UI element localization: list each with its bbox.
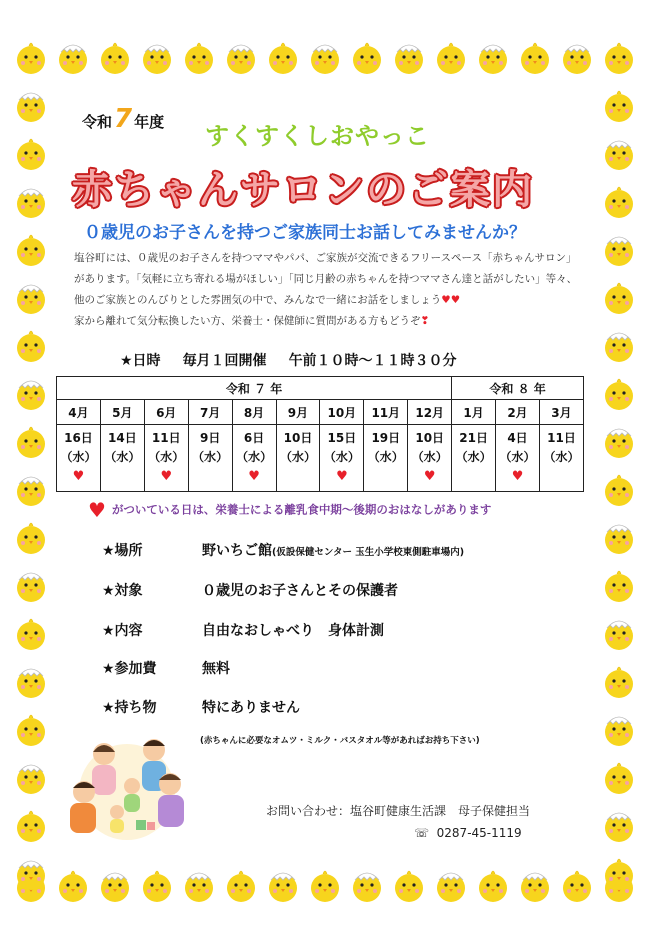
schedule-month: 12月 <box>408 400 452 425</box>
heart-icon: ♥ <box>88 498 106 522</box>
schedule-weekday: （水） <box>104 450 141 464</box>
chick-in-shell-icon <box>14 854 48 892</box>
schedule-day: 15日 <box>327 431 357 445</box>
heart-icon: ♥ <box>72 469 85 484</box>
schedule-weekday: （水） <box>411 450 448 464</box>
schedule-day: 4日 <box>507 431 528 445</box>
schedule-month: 2月 <box>496 400 540 425</box>
schedule-weekday: （水） <box>192 450 229 464</box>
bring-value: 特にありません <box>202 700 300 716</box>
datetime-label: ★日時 <box>120 353 161 369</box>
chick-in-shell-icon <box>182 866 216 904</box>
chick-icon <box>602 566 636 604</box>
chick-in-shell-icon <box>308 38 342 76</box>
family-illustration <box>62 732 192 842</box>
schedule-day-cell <box>320 425 364 492</box>
intro-paragraph <box>74 248 586 332</box>
chick-in-shell-icon <box>602 806 636 844</box>
schedule-day-cell <box>232 425 276 492</box>
contact-block <box>266 800 530 844</box>
chick-icon <box>602 470 636 508</box>
datetime-time: 午前１０時～１１時３０分 <box>288 353 457 369</box>
chick-in-shell-icon <box>14 86 48 124</box>
schedule-weekday: （水） <box>499 450 536 464</box>
chick-in-shell-icon <box>602 326 636 364</box>
phone-number: 0287-45-1119 <box>436 826 522 840</box>
schedule-day-cell <box>539 425 583 492</box>
chick-in-shell-icon <box>602 518 636 556</box>
schedule-day-cell <box>57 425 101 492</box>
place-note: (仮設保健センター 玉生小学校東側駐車場内) <box>272 547 465 558</box>
chick-icon <box>14 326 48 364</box>
chick-icon <box>14 38 48 76</box>
page-title: 赤ちゃんサロンのご案内 <box>72 167 534 213</box>
heart-icon: ♥♥ <box>441 294 461 306</box>
chick-in-shell-icon <box>14 278 48 316</box>
chick-icon <box>602 38 636 76</box>
datetime-line <box>120 350 479 370</box>
schedule-weekday: （水） <box>236 450 273 464</box>
datetime-frequency: 毎月１回開催 <box>182 353 267 369</box>
schedule-day-cell <box>408 425 452 492</box>
chick-in-shell-icon <box>602 230 636 268</box>
schedule-day: 11日 <box>151 431 181 445</box>
chick-icon <box>560 866 594 904</box>
schedule-weekday: （水） <box>60 450 97 464</box>
era-suffix: 年度 <box>134 113 165 131</box>
schedule-day-cell <box>496 425 540 492</box>
chick-icon <box>308 866 342 904</box>
schedule-day: 10日 <box>283 431 313 445</box>
chick-in-shell-icon <box>14 662 48 700</box>
chick-icon <box>602 662 636 700</box>
heart-note-text: がついている日は、栄養士による離乳食中期～後期のおはなしがあります <box>111 502 492 517</box>
target-value: ０歳児のお子さんとその保護者 <box>202 583 398 599</box>
chick-in-shell-icon <box>14 374 48 412</box>
schedule-month: 9月 <box>276 400 320 425</box>
chick-icon <box>350 38 384 76</box>
heart-note <box>88 498 491 522</box>
schedule-day: 14日 <box>108 431 137 445</box>
chick-in-shell-icon <box>392 38 426 76</box>
schedule-day: 19日 <box>371 431 401 445</box>
intro-text-2: 家から離れて気分転換したい方、栄養士・保健師に質問がある方もどうぞ <box>74 315 421 327</box>
chick-icon <box>434 38 468 76</box>
chick-in-shell-icon <box>14 758 48 796</box>
place-label: ★場所 <box>102 543 143 559</box>
schedule-weekday: （水） <box>367 450 404 464</box>
schedule-month: 4月 <box>57 400 101 425</box>
chick-in-shell-icon <box>56 38 90 76</box>
chick-in-shell-icon <box>602 422 636 460</box>
info-fee <box>102 658 230 678</box>
schedule-weekday: （水） <box>455 450 492 464</box>
schedule-day-cell <box>144 425 188 492</box>
phone-icon: ☏ <box>414 826 430 840</box>
schedule-weekday: （水） <box>543 450 580 464</box>
chick-icon <box>602 278 636 316</box>
chick-icon <box>476 866 510 904</box>
chick-in-shell-icon <box>14 470 48 508</box>
heart-icon: ♥ <box>511 469 524 484</box>
schedule-month: 5月 <box>100 400 144 425</box>
chick-icon <box>602 182 636 220</box>
info-content <box>102 620 384 640</box>
chick-in-shell-icon <box>602 134 636 172</box>
subtitle: すくすくしおやっこ <box>205 122 430 150</box>
schedule-month: 3月 <box>539 400 583 425</box>
chick-icon <box>392 866 426 904</box>
schedule-month: 1月 <box>452 400 496 425</box>
contact-phone <box>266 822 530 844</box>
chick-icon <box>14 134 48 172</box>
chick-in-shell-icon <box>602 614 636 652</box>
schedule-day: 10日 <box>415 431 445 445</box>
schedule-day: 21日 <box>459 431 488 445</box>
chick-icon <box>602 86 636 124</box>
contact-text: お問い合わせ：塩谷町健康生活課 母子保健担当 <box>266 804 531 818</box>
schedule-month: 6月 <box>144 400 188 425</box>
chick-icon <box>14 230 48 268</box>
chick-in-shell-icon <box>266 866 300 904</box>
schedule-day: 9日 <box>199 431 221 445</box>
chick-icon <box>602 854 636 892</box>
content-value: 自由なおしゃべり 身体計測 <box>202 623 384 639</box>
chick-icon <box>224 866 258 904</box>
place-value: 野いちご館 <box>202 543 272 559</box>
schedule-month: 8月 <box>232 400 276 425</box>
schedule-month: 7月 <box>188 400 232 425</box>
schedule-weekday: （水） <box>279 450 316 464</box>
info-target <box>102 580 398 600</box>
chick-icon <box>266 38 300 76</box>
heart-icon: ♥ <box>336 469 348 484</box>
chick-in-shell-icon <box>434 866 468 904</box>
schedule-day: 16日 <box>64 431 93 445</box>
heart-exclamation-icon: ❣ <box>420 315 430 327</box>
chick-icon <box>182 38 216 76</box>
chick-in-shell-icon <box>476 38 510 76</box>
chick-in-shell-icon <box>224 38 258 76</box>
chick-icon <box>140 866 174 904</box>
chick-icon <box>518 38 552 76</box>
era-year: 7 <box>114 104 133 134</box>
bring-note: (赤ちゃんに必要なオムツ・ミルク・バスタオル等があればお持ち下さい) <box>200 736 480 746</box>
chick-icon <box>14 710 48 748</box>
heart-icon: ♥ <box>160 469 173 484</box>
schedule-era-r7: 令和 ７ 年 <box>57 377 452 400</box>
schedule-month: 10月 <box>320 400 364 425</box>
schedule-day-cell <box>188 425 232 492</box>
chick-in-shell-icon <box>560 38 594 76</box>
intro-text: 塩谷町には、０歳児のお子さんを持つママやパパ、ご家族が交流できるフリースペース「赤ちゃんサロン」があります。「気軽に立ち寄れる場がほしい」「同じ月齢の赤ちゃんを持つママさん達と話がしたい」等々、他のご家族とのんびりとした雰囲気の中で、みんなで一緒にお話をしましょう <box>74 252 578 306</box>
chick-icon <box>14 422 48 460</box>
chick-icon <box>56 866 90 904</box>
content-label: ★内容 <box>102 623 143 639</box>
fee-label: ★参加費 <box>102 661 157 677</box>
chick-icon <box>14 518 48 556</box>
chick-icon <box>14 614 48 652</box>
schedule-day: 11日 <box>547 431 576 445</box>
info-place <box>102 540 464 560</box>
chick-icon <box>602 374 636 412</box>
chick-in-shell-icon <box>140 38 174 76</box>
invitation-question: ０歳児のお子さんを持つご家族同士お話してみませんか？ <box>84 223 526 243</box>
schedule-day-cell <box>100 425 144 492</box>
chick-in-shell-icon <box>602 710 636 748</box>
target-label: ★対象 <box>102 583 143 599</box>
chick-in-shell-icon <box>350 866 384 904</box>
schedule-month: 11月 <box>364 400 408 425</box>
schedule-day-cell <box>452 425 496 492</box>
schedule-weekday: （水） <box>323 450 360 464</box>
heart-icon: ♥ <box>423 469 436 484</box>
schedule-day-cell <box>276 425 320 492</box>
info-bring <box>102 697 300 717</box>
bring-label: ★持ち物 <box>102 700 157 716</box>
chick-icon <box>602 758 636 796</box>
chick-icon <box>98 38 132 76</box>
chick-icon <box>14 806 48 844</box>
chick-in-shell-icon <box>98 866 132 904</box>
fee-value: 無料 <box>202 661 230 677</box>
heart-icon: ♥ <box>248 469 260 484</box>
chick-in-shell-icon <box>14 566 48 604</box>
schedule-day-cell <box>364 425 408 492</box>
schedule-table <box>56 376 584 492</box>
schedule-era-r8: 令和 ８ 年 <box>452 377 584 400</box>
era-prefix: 令和 <box>82 113 113 131</box>
chick-in-shell-icon <box>14 182 48 220</box>
schedule-day: 6日 <box>243 431 265 445</box>
chick-in-shell-icon <box>518 866 552 904</box>
schedule-weekday: （水） <box>148 450 185 464</box>
fiscal-year <box>82 104 164 134</box>
